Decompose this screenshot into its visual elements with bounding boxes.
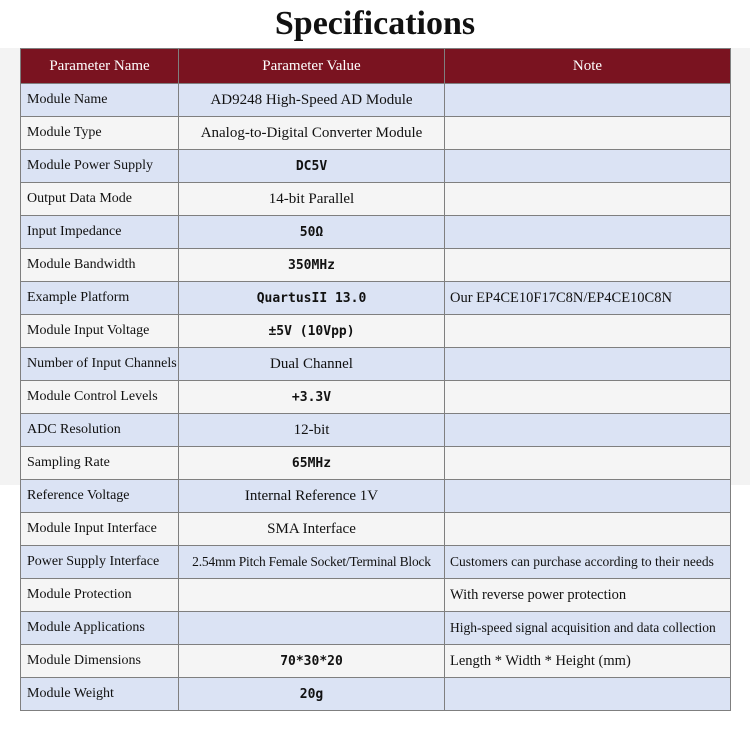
parameter-name-cell: Module Protection — [21, 579, 179, 612]
parameter-name-cell: Reference Voltage — [21, 480, 179, 513]
table-row — [21, 645, 731, 678]
table-row — [21, 678, 731, 711]
note-cell — [445, 348, 731, 381]
parameter-value-cell: 12-bit — [179, 414, 445, 447]
note-cell: Our EP4CE10F17C8N/EP4CE10C8N — [445, 282, 731, 315]
parameter-value-cell: 14-bit Parallel — [179, 183, 445, 216]
parameter-name-cell: Module Bandwidth — [21, 249, 179, 282]
table-row — [21, 513, 731, 546]
parameter-name-cell: Example Platform — [21, 282, 179, 315]
page-title: Specifications — [274, 5, 476, 42]
parameter-name-cell: ADC Resolution — [21, 414, 179, 447]
parameter-value-cell: +3.3V — [179, 381, 445, 414]
header-parameter-value: Parameter Value — [179, 49, 445, 84]
parameter-name-cell: Module Dimensions — [21, 645, 179, 678]
table-row — [21, 579, 731, 612]
note-cell — [445, 513, 731, 546]
parameter-name-cell: Number of Input Channels — [21, 348, 179, 381]
parameter-value-cell: ±5V (10Vpp) — [179, 315, 445, 348]
note-cell — [445, 678, 731, 711]
specifications-table — [20, 48, 731, 711]
note-cell — [445, 381, 731, 414]
table-row — [21, 447, 731, 480]
table-row — [21, 84, 731, 117]
note-cell — [445, 315, 731, 348]
table-row — [21, 282, 731, 315]
parameter-value-cell: 2.54mm Pitch Female Socket/Terminal Block — [179, 546, 445, 579]
parameter-name-cell: Power Supply Interface — [21, 546, 179, 579]
table-row — [21, 612, 731, 645]
parameter-value-cell: AD9248 High-Speed AD Module — [179, 84, 445, 117]
parameter-name-cell: Output Data Mode — [21, 183, 179, 216]
table-row — [21, 546, 731, 579]
note-cell: Customers can purchase according to their needs — [445, 546, 731, 579]
note-cell — [445, 117, 731, 150]
parameter-name-cell: Module Weight — [21, 678, 179, 711]
note-cell — [445, 480, 731, 513]
table-row — [21, 381, 731, 414]
parameter-value-cell: SMA Interface — [179, 513, 445, 546]
parameter-value-cell — [179, 612, 445, 645]
parameter-name-cell: Module Control Levels — [21, 381, 179, 414]
parameter-value-cell: DC5V — [179, 150, 445, 183]
parameter-name-cell: Module Input Voltage — [21, 315, 179, 348]
note-cell — [445, 183, 731, 216]
parameter-name-cell: Module Type — [21, 117, 179, 150]
note-cell — [445, 84, 731, 117]
header-note: Note — [445, 49, 731, 84]
table-row — [21, 348, 731, 381]
header-parameter-name: Parameter Name — [21, 49, 179, 84]
parameter-name-cell: Input Impedance — [21, 216, 179, 249]
table-row — [21, 480, 731, 513]
note-cell — [445, 216, 731, 249]
table-row — [21, 315, 731, 348]
table-row — [21, 117, 731, 150]
parameter-value-cell: Dual Channel — [179, 348, 445, 381]
parameter-name-cell: Module Name — [21, 84, 179, 117]
parameter-value-cell: Analog-to-Digital Converter Module — [179, 117, 445, 150]
table-header-row — [21, 49, 731, 84]
parameter-name-cell: Module Input Interface — [21, 513, 179, 546]
parameter-name-cell: Module Applications — [21, 612, 179, 645]
parameter-value-cell: 20g — [179, 678, 445, 711]
note-cell — [445, 414, 731, 447]
parameter-value-cell: 65MHz — [179, 447, 445, 480]
table-row — [21, 150, 731, 183]
parameter-value-cell: 50Ω — [179, 216, 445, 249]
parameter-value-cell: 70*30*20 — [179, 645, 445, 678]
note-cell: High-speed signal acquisition and data collection — [445, 612, 731, 645]
note-cell — [445, 447, 731, 480]
note-cell — [445, 249, 731, 282]
parameter-name-cell: Sampling Rate — [21, 447, 179, 480]
note-cell — [445, 150, 731, 183]
parameter-value-cell: QuartusII 13.0 — [179, 282, 445, 315]
note-cell: Length * Width * Height (mm) — [445, 645, 731, 678]
note-cell: With reverse power protection — [445, 579, 731, 612]
parameter-value-cell: Internal Reference 1V — [179, 480, 445, 513]
table-row — [21, 216, 731, 249]
parameter-name-cell: Module Power Supply — [21, 150, 179, 183]
parameter-value-cell — [179, 579, 445, 612]
parameter-value-cell: 350MHz — [179, 249, 445, 282]
table-row — [21, 183, 731, 216]
table-row — [21, 414, 731, 447]
table-row — [21, 249, 731, 282]
